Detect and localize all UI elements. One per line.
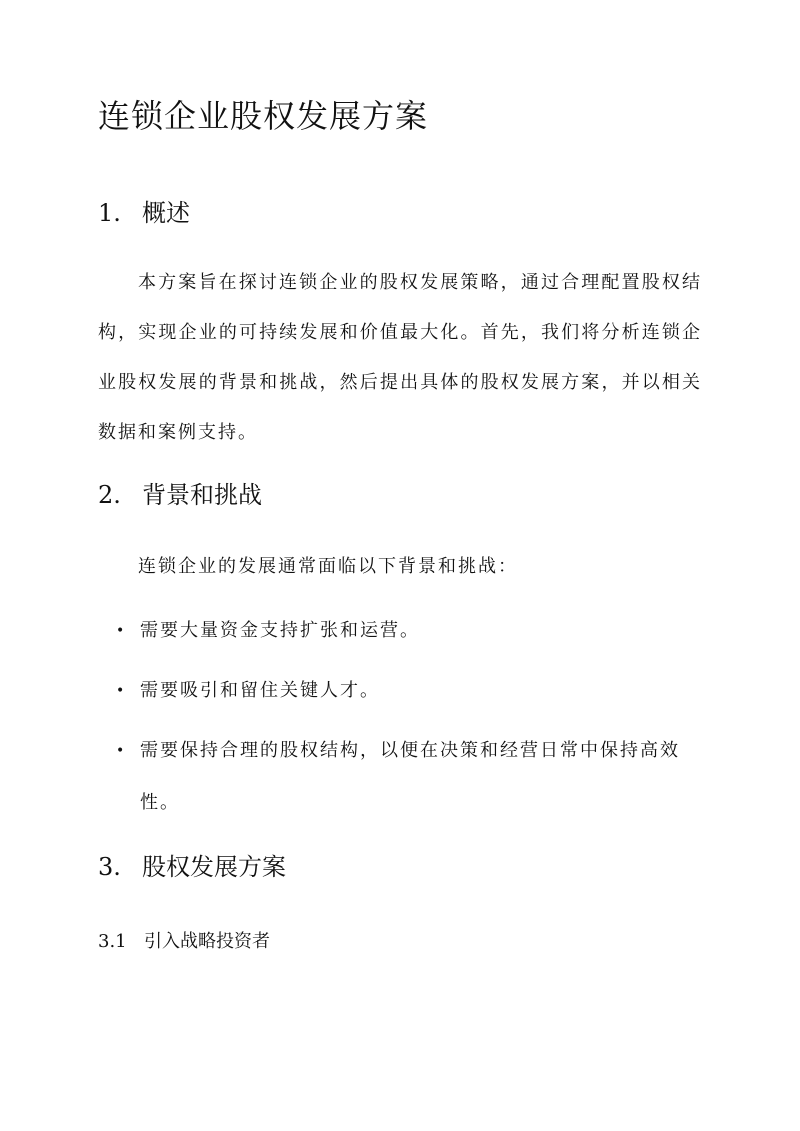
subsection-number: 3.1 xyxy=(98,931,127,952)
bullet-marker: • xyxy=(116,683,127,699)
subsection-title: 引入战略投资者 xyxy=(144,931,270,952)
section-number: 1. xyxy=(98,199,121,227)
subsection-heading-strategic-investors xyxy=(98,928,270,956)
list-item xyxy=(116,665,702,717)
bullet-marker: • xyxy=(116,743,127,759)
section-title: 股权发展方案 xyxy=(142,853,286,881)
section-heading-equity-plan xyxy=(98,850,286,884)
section-number: 3. xyxy=(98,853,121,881)
overview-paragraph: 本方案旨在探讨连锁企业的股权发展策略，通过合理配置股权结构，实现企业的可持续发展和价值最大化。首先，我们将分析连锁企业股权发展的背景和挑战，然后提出具体的股权发展方案，并以相关数据和案例支持。 xyxy=(98,272,702,443)
list-item-text: 需要吸引和留住关键人才。 xyxy=(140,680,380,701)
list-item-text: 需要大量资金支持扩张和运营。 xyxy=(140,620,420,641)
section-heading-background xyxy=(98,478,262,512)
section-heading-overview xyxy=(98,196,190,230)
list-item xyxy=(116,725,702,829)
section-title: 背景和挑战 xyxy=(142,481,262,509)
section-number: 2. xyxy=(98,481,121,509)
bullet-marker: • xyxy=(116,623,127,639)
section-title: 概述 xyxy=(142,199,190,227)
list-item xyxy=(116,605,702,657)
background-intro: 连锁企业的发展通常面临以下背景和挑战： xyxy=(138,556,518,577)
list-item-text: 需要保持合理的股权结构，以便在决策和经营日常中保持高效性。 xyxy=(140,740,680,813)
document-title: 连锁企业股权发展方案 xyxy=(98,97,429,135)
